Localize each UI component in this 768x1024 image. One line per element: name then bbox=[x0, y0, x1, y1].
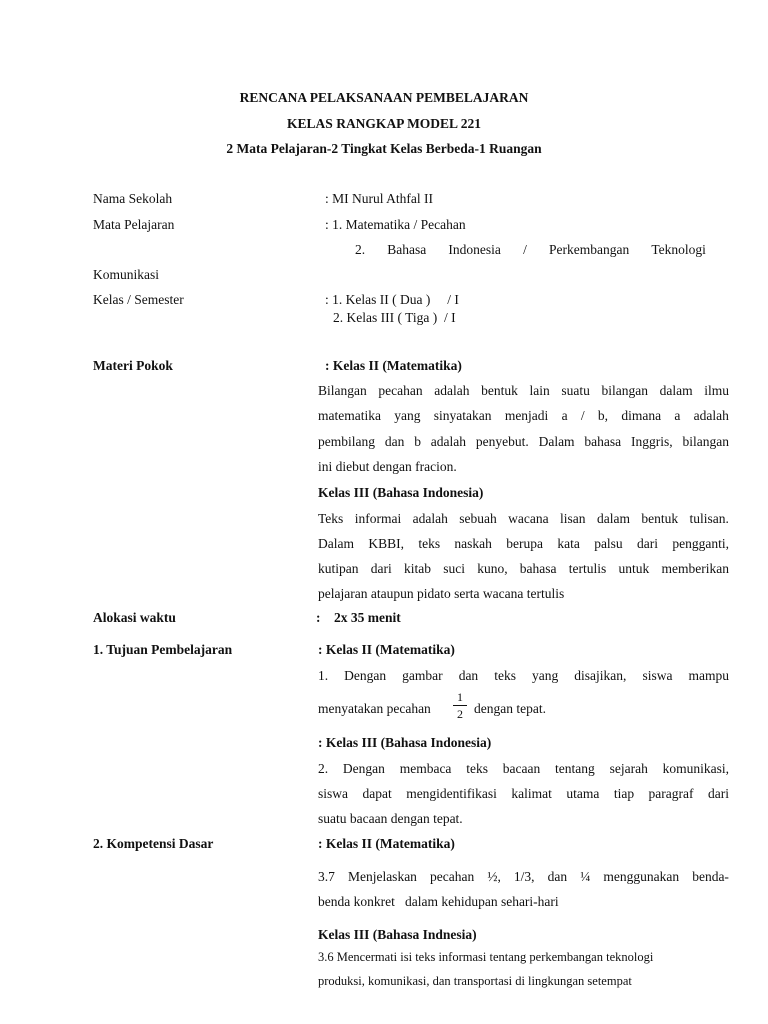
tujuan-kelas3-line: 2. Dengan membaca teks bacaan tentang sejarah komunikasi, bbox=[318, 761, 729, 776]
fraction-denominator: 2 bbox=[457, 707, 463, 721]
materi-kelas3-line: Teks informai adalah sebuah wacana lisan dalam bentuk tulisan. bbox=[318, 511, 729, 526]
kd-kelas2-line-last: benda konkret dalam kehidupan sehari-hari bbox=[318, 894, 559, 909]
materi-kelas3-heading: Kelas III (Bahasa Indonesia) bbox=[318, 485, 484, 500]
tujuan-kelas2-line: 1. Dengan gambar dan teks yang disajikan, siswa mampu bbox=[318, 668, 729, 683]
tujuan-kelas3-heading: : Kelas III (Bahasa Indonesia) bbox=[318, 735, 492, 750]
materi-kelas2-line: pembilang dan b adalah penyebut. Dalam bahasa Inggris, bilangan bbox=[318, 434, 729, 449]
materi-kelas2-line: matematika yang sinyatakan menjadi a / b, dimana a adalah bbox=[318, 408, 729, 423]
materi-kelas3-line: kutipan dari kitab suci kuno, bahasa tertulis untuk memberikan bbox=[318, 561, 729, 576]
kelas-item-2: 2. Kelas III ( Tiga ) / I bbox=[333, 310, 456, 325]
kelas-item-1: : 1. Kelas II ( Dua ) / I bbox=[325, 292, 459, 307]
fraction-numerator: 1 bbox=[457, 690, 463, 704]
materi-kelas3-line: Dalam KBBI, teks naskah berupa kata palsu dari pengganti, bbox=[318, 536, 729, 551]
doc-title: RENCANA PELAKSANAAN PEMBELAJARAN bbox=[239, 90, 529, 105]
tujuan-kelas3-line-last: suatu bacaan dengan tepat. bbox=[318, 811, 463, 826]
fraction-one-half bbox=[453, 690, 467, 721]
kd-kelas2-line: 3.7 Menjelaskan pecahan ½, 1/3, dan ¼ menggunakan benda- bbox=[318, 869, 729, 884]
nama-sekolah-label: Nama Sekolah bbox=[93, 191, 173, 206]
tujuan-kelas2-heading: : Kelas II (Matematika) bbox=[318, 642, 455, 657]
doc-subtitle-2: 2 Mata Pelajaran-2 Tingkat Kelas Berbeda-1 Ruangan bbox=[226, 141, 542, 156]
mapel-item-2-cont: Komunikasi bbox=[93, 267, 159, 282]
fraction-bar bbox=[453, 705, 467, 706]
mapel-item-1: : 1. Matematika / Pecahan bbox=[325, 217, 466, 232]
mapel-item-2: 2. Bahasa Indonesia / Perkembangan Teknologi bbox=[355, 242, 706, 257]
materi-label: Materi Pokok bbox=[93, 358, 173, 373]
alokasi-value: : 2x 35 menit bbox=[316, 610, 401, 625]
kelas-label: Kelas / Semester bbox=[93, 292, 184, 307]
materi-kelas2-line-last: ini diebut dengan fracion. bbox=[318, 459, 457, 474]
kd-kelas3-line: 3.6 Mencermati isi teks informasi tentang perkembangan teknologi bbox=[318, 950, 654, 964]
materi-kelas2-line: Bilangan pecahan adalah bentuk lain suatu bilangan dalam ilmu bbox=[318, 383, 729, 398]
materi-kelas2-heading: : Kelas II (Matematika) bbox=[325, 358, 462, 373]
kd-label: 2. Kompetensi Dasar bbox=[93, 836, 214, 851]
tujuan-kelas2-line-2-pre: menyatakan pecahan bbox=[318, 701, 431, 716]
tujuan-kelas2-line-2-post: dengan tepat. bbox=[474, 701, 546, 716]
mapel-label: Mata Pelajaran bbox=[93, 217, 175, 232]
doc-subtitle: KELAS RANGKAP MODEL 221 bbox=[287, 116, 481, 131]
kd-kelas3-heading: Kelas III (Bahasa Indnesia) bbox=[318, 927, 477, 942]
tujuan-kelas3-line: siswa dapat mengidentifikasi kalimat utama tiap paragraf dari bbox=[318, 786, 729, 801]
kd-kelas3-line: produksi, komunikasi, dan transportasi di lingkungan setempat bbox=[318, 974, 632, 988]
nama-sekolah-value: : MI Nurul Athfal II bbox=[325, 191, 433, 206]
tujuan-label: 1. Tujuan Pembelajaran bbox=[93, 642, 233, 657]
materi-kelas3-line-last: pelajaran ataupun pidato serta wacana tertulis bbox=[318, 586, 565, 601]
alokasi-label: Alokasi waktu bbox=[93, 610, 176, 625]
kd-kelas2-heading: : Kelas II (Matematika) bbox=[318, 836, 455, 851]
